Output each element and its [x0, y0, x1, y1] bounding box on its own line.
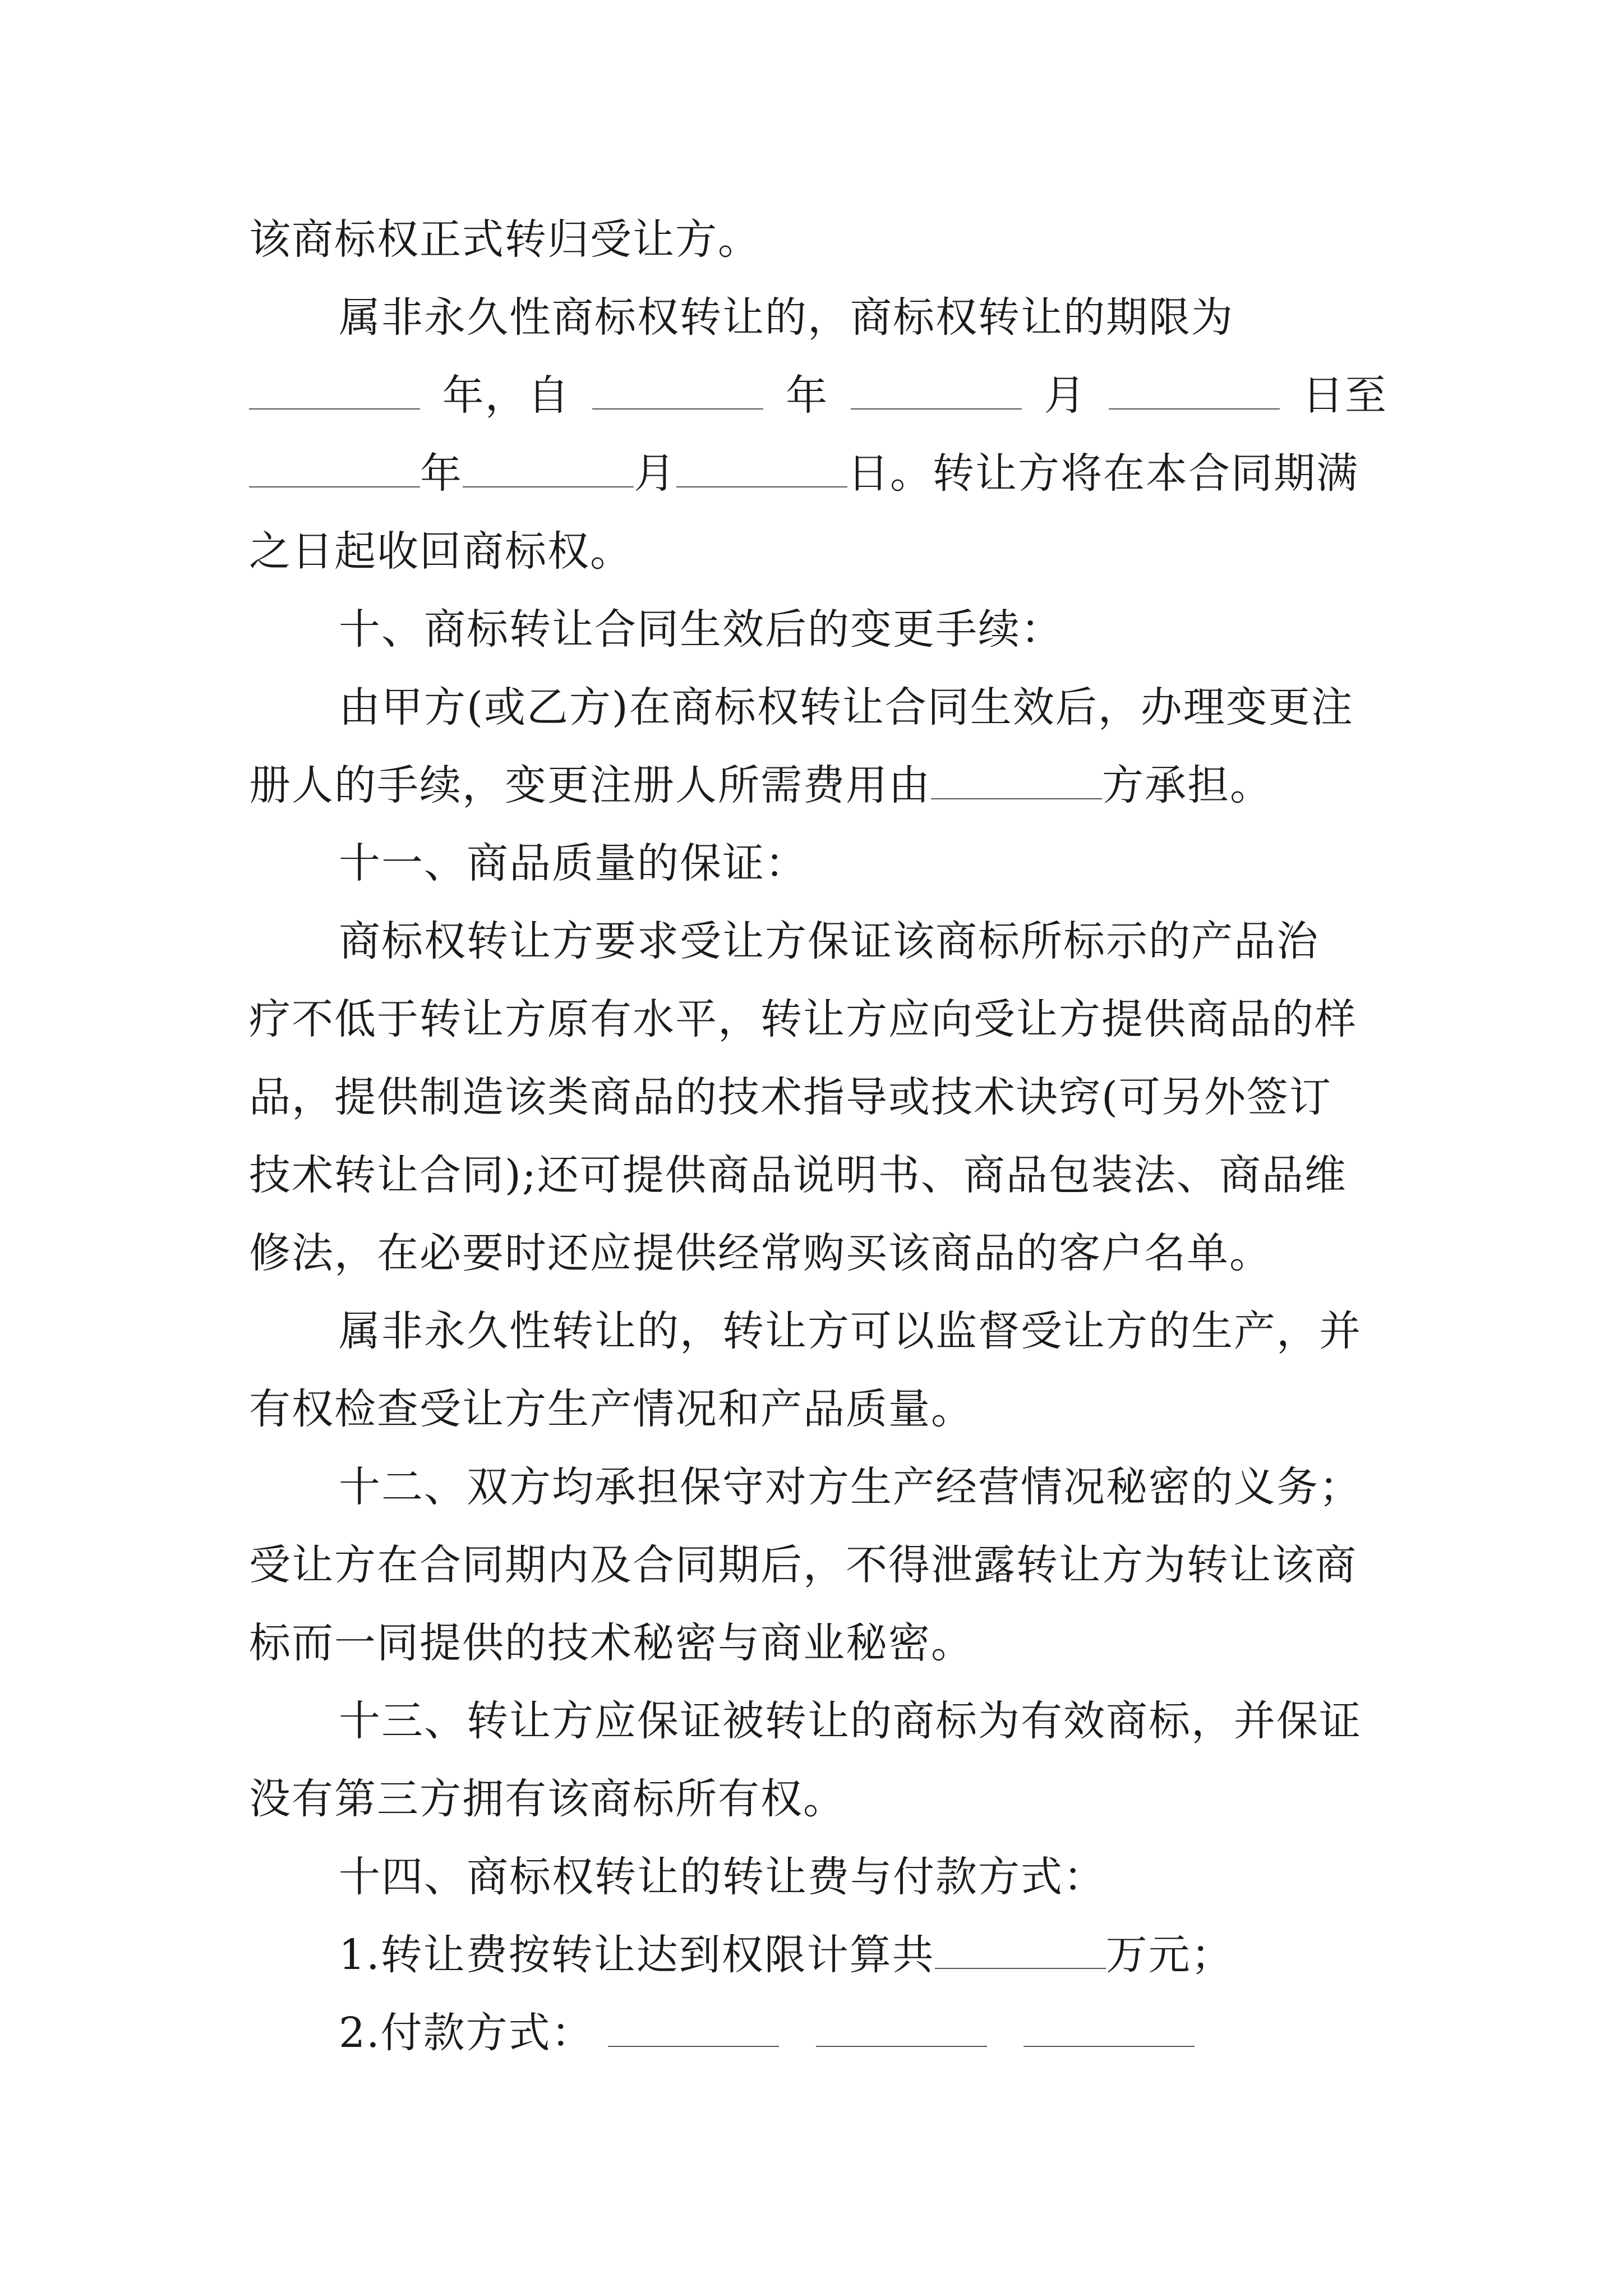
- blank-field[interactable]: [1109, 373, 1280, 409]
- payment-method-line: 2.付款方式：: [249, 1994, 1387, 2072]
- paragraph-line: 有权检查受让方生产情况和产品质量。: [249, 1385, 974, 1433]
- section-heading: 十三、转让方应保证被转让的商标为有效商标，并保证: [339, 1697, 1362, 1745]
- blank-field[interactable]: [608, 2010, 779, 2047]
- section-heading: 十二、双方均承担保守对方生产经营情况秘密的义务；: [339, 1463, 1362, 1511]
- blank-field[interactable]: [676, 451, 847, 487]
- fee-line: 1.转让费按转让达到权限计算共 万元；: [339, 1931, 1234, 1979]
- paragraph-line: 属非永久性商标权转让的，商标权转让的期限为: [339, 293, 1234, 342]
- blank-field[interactable]: [463, 451, 634, 487]
- blank-field[interactable]: [931, 763, 1102, 799]
- blank-field[interactable]: [1023, 2010, 1195, 2047]
- term-period-line: 年，自 年 月 日至: [249, 357, 1387, 435]
- paragraph-line: 疗不低于转让方原有水平，转让方应向受让方提供商品的样: [249, 995, 1357, 1043]
- paragraph-line: 受让方在合同期内及合同期后，不得泄露转让方为转让该商: [249, 1541, 1357, 1589]
- section-heading: 十一、商品质量的保证：: [339, 839, 808, 887]
- blank-field[interactable]: [249, 373, 420, 409]
- contract-body: [249, 201, 1387, 2072]
- paragraph-line: 商标权转让方要求受让方保证该商标所标示的产品治: [339, 917, 1319, 965]
- section-heading: 十、商标转让合同生效后的变更手续：: [339, 605, 1063, 654]
- paragraph-line: 属非永久性转让的，转让方可以监督受让方的生产，并: [339, 1307, 1362, 1355]
- blank-field[interactable]: [249, 451, 420, 487]
- blank-field[interactable]: [592, 373, 763, 409]
- term-end-line: 年 月 日。转让方将在本合同期满: [249, 435, 1387, 513]
- paragraph-line: 由甲方(或乙方)在商标权转让合同生效后，办理变更注: [339, 683, 1354, 731]
- paragraph-line: 之日起收回商标权。: [249, 527, 633, 576]
- blank-field[interactable]: [816, 2010, 987, 2047]
- paragraph-line: 品，提供制造该类商品的技术指导或技术诀窍(可另外签订: [249, 1073, 1332, 1121]
- section-heading: 十四、商标权转让的转让费与付款方式：: [339, 1853, 1106, 1901]
- paragraph-line: 修法，在必要时还应提供经常购买该商品的客户名单。: [249, 1229, 1272, 1277]
- paragraph-line: 册人的手续，变更注册人所需费用由 方承担。: [249, 761, 1272, 809]
- paragraph-line: 标而一同提供的技术秘密与商业秘密。: [249, 1619, 974, 1667]
- blank-field[interactable]: [851, 373, 1022, 409]
- blank-field[interactable]: [935, 1932, 1106, 1969]
- paragraph-line: 技术转让合同);还可提供商品说明书、商品包装法、商品维: [249, 1151, 1347, 1199]
- paragraph-line: 没有第三方拥有该商标所有权。: [249, 1775, 846, 1823]
- paragraph-line: 该商标权正式转归受让方。: [249, 215, 760, 264]
